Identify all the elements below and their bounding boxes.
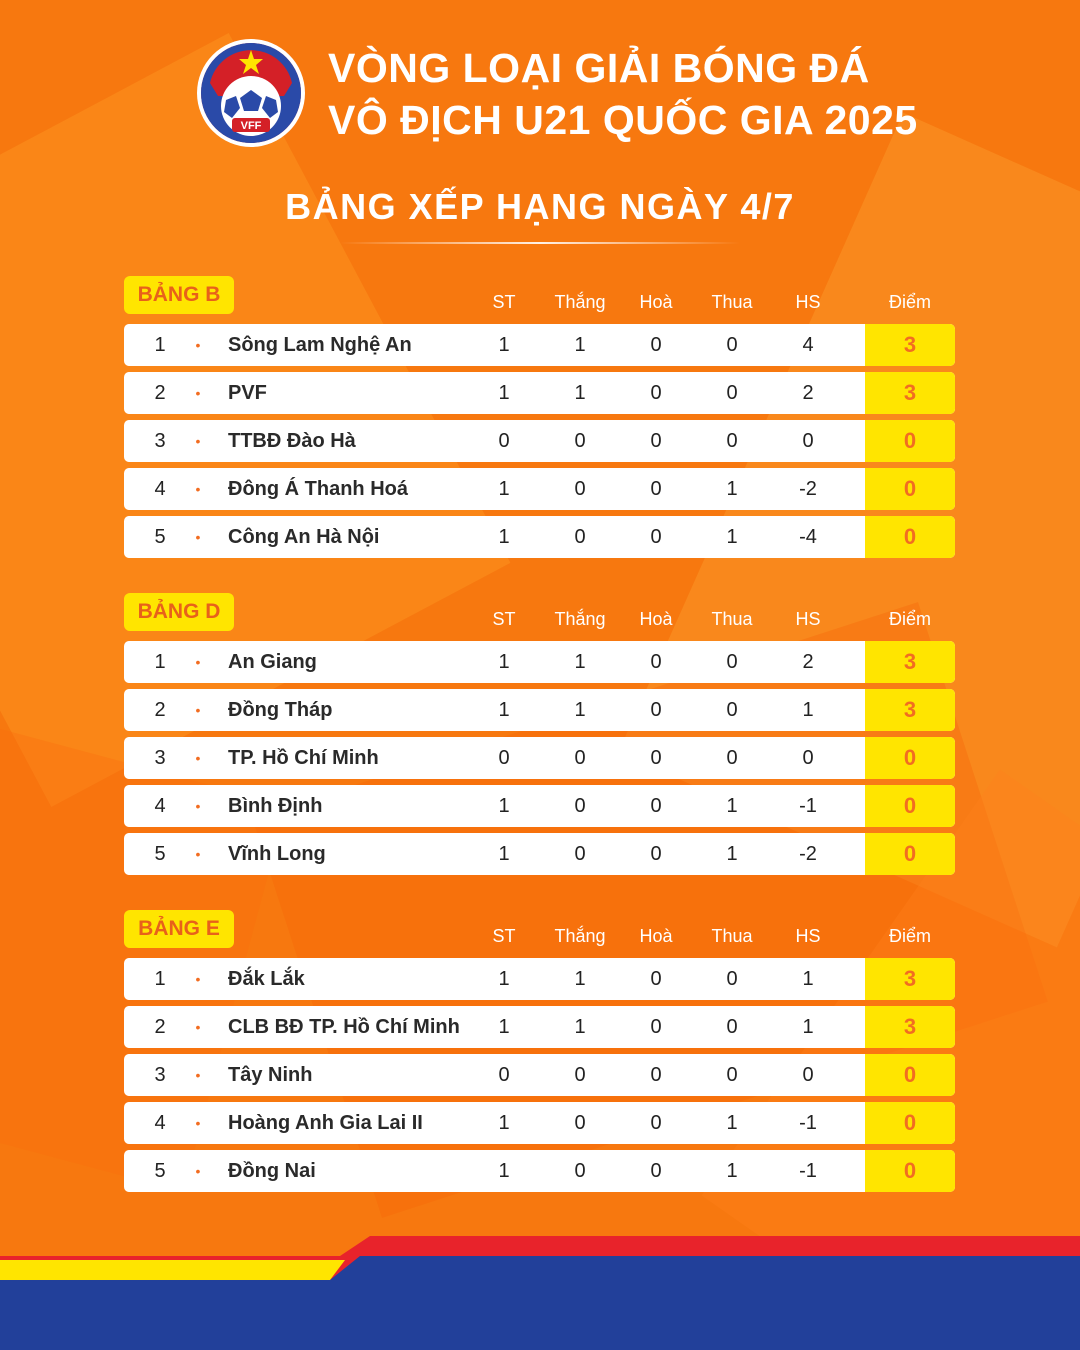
rank-cell: 3: [154, 747, 166, 769]
table-row: [124, 958, 955, 1000]
goal-difference-cell: 0: [802, 1064, 814, 1086]
goal-difference-cell: 1: [802, 699, 814, 721]
group-table: [124, 593, 955, 883]
team-name: Công An Hà Nội: [228, 526, 380, 548]
table-row: [124, 785, 955, 827]
drawn-cell: 0: [650, 968, 662, 990]
team-name: PVF: [228, 382, 267, 404]
drawn-cell: 0: [650, 1016, 662, 1038]
bullet-icon: •: [195, 1163, 201, 1179]
won-cell: 1: [574, 1016, 586, 1038]
rank-cell: 3: [154, 1064, 166, 1086]
vff-logo: [196, 38, 306, 148]
drawn-cell: 0: [650, 843, 662, 865]
played-cell: 1: [498, 968, 510, 990]
lost-cell: 0: [726, 651, 738, 673]
points-cell: 3: [865, 641, 955, 683]
won-cell: 0: [574, 1160, 586, 1182]
column-header-won: Thắng: [554, 926, 606, 946]
rank-cell: 4: [154, 478, 166, 500]
goal-difference-cell: -2: [799, 843, 817, 865]
points-cell: 0: [865, 516, 955, 558]
team-name: Đồng Nai: [228, 1160, 316, 1182]
table-row: [124, 833, 955, 875]
played-cell: 1: [498, 699, 510, 721]
lost-cell: 1: [726, 526, 738, 548]
drawn-cell: 0: [650, 651, 662, 673]
points-cell: 0: [865, 737, 955, 779]
goal-difference-cell: -1: [799, 1160, 817, 1182]
points-cell: 0: [865, 785, 955, 827]
played-cell: 0: [498, 747, 510, 769]
played-cell: 1: [498, 1112, 510, 1134]
drawn-cell: 0: [650, 1160, 662, 1182]
rank-cell: 4: [154, 795, 166, 817]
won-cell: 1: [574, 968, 586, 990]
bullet-icon: •: [195, 529, 201, 545]
points-cell: 3: [865, 372, 955, 414]
lost-cell: 1: [726, 843, 738, 865]
won-cell: 0: [574, 1064, 586, 1086]
column-header-won: Thắng: [554, 292, 606, 312]
column-header-st: ST: [492, 292, 516, 312]
rank-cell: 1: [154, 334, 166, 356]
played-cell: 0: [498, 430, 510, 452]
team-name: CLB BĐ TP. Hồ Chí Minh: [228, 1016, 460, 1038]
lost-cell: 1: [726, 1112, 738, 1134]
group-badge: BẢNG D: [124, 593, 234, 631]
column-header-drawn: Hoà: [639, 292, 673, 312]
points-cell: 3: [865, 324, 955, 366]
drawn-cell: 0: [650, 795, 662, 817]
goal-difference-cell: -1: [799, 1112, 817, 1134]
column-header-st: ST: [492, 609, 516, 629]
rank-cell: 3: [154, 430, 166, 452]
lost-cell: 1: [726, 1160, 738, 1182]
bullet-icon: •: [195, 798, 201, 814]
goal-difference-cell: -4: [799, 526, 817, 548]
won-cell: 0: [574, 795, 586, 817]
goal-difference-cell: 2: [802, 651, 814, 673]
team-name: Đồng Tháp: [228, 699, 333, 721]
points-cell: 0: [865, 1054, 955, 1096]
lost-cell: 0: [726, 968, 738, 990]
header: [196, 38, 916, 152]
team-name: Bình Định: [228, 795, 323, 817]
drawn-cell: 0: [650, 478, 662, 500]
team-name: Đắk Lắk: [228, 968, 305, 990]
won-cell: 1: [574, 334, 586, 356]
table-row: [124, 516, 955, 558]
table-row: [124, 324, 955, 366]
lost-cell: 0: [726, 1016, 738, 1038]
lost-cell: 0: [726, 334, 738, 356]
lost-cell: 0: [726, 747, 738, 769]
goal-difference-cell: 2: [802, 382, 814, 404]
column-header-points: Điểm: [888, 292, 931, 312]
page-subtitle: BẢNG XẾP HẠNG NGÀY 4/7: [285, 186, 795, 227]
lost-cell: 0: [726, 430, 738, 452]
bullet-icon: •: [195, 1067, 201, 1083]
bullet-icon: •: [195, 1115, 201, 1131]
drawn-cell: 0: [650, 430, 662, 452]
lost-cell: 0: [726, 699, 738, 721]
column-header-gd: HS: [795, 926, 821, 946]
rank-cell: 2: [154, 1016, 166, 1038]
rank-cell: 5: [154, 1160, 166, 1182]
table-row: [124, 468, 955, 510]
points-cell: 3: [865, 1006, 955, 1048]
bullet-icon: •: [195, 337, 201, 353]
column-header-drawn: Hoà: [639, 609, 673, 629]
played-cell: 1: [498, 526, 510, 548]
goal-difference-cell: -2: [799, 478, 817, 500]
played-cell: 1: [498, 478, 510, 500]
goal-difference-cell: 1: [802, 968, 814, 990]
rank-cell: 1: [154, 651, 166, 673]
goal-difference-cell: -1: [799, 795, 817, 817]
column-header-lost: Thua: [711, 926, 753, 946]
won-cell: 0: [574, 843, 586, 865]
table-row: [124, 641, 955, 683]
rank-cell: 1: [154, 968, 166, 990]
column-header-won: Thắng: [554, 609, 606, 629]
played-cell: 1: [498, 795, 510, 817]
bullet-icon: •: [195, 971, 201, 987]
bullet-icon: •: [195, 702, 201, 718]
lost-cell: 0: [726, 382, 738, 404]
team-name: Hoàng Anh Gia Lai II: [228, 1112, 423, 1134]
rank-cell: 4: [154, 1112, 166, 1134]
page-title: [328, 42, 918, 146]
won-cell: 0: [574, 430, 586, 452]
footer-yellow-stripe: [0, 1260, 345, 1280]
rank-cell: 2: [154, 699, 166, 721]
won-cell: 0: [574, 478, 586, 500]
table-row: [124, 372, 955, 414]
column-header-points: Điểm: [888, 926, 931, 946]
column-header-drawn: Hoà: [639, 926, 673, 946]
played-cell: 1: [498, 334, 510, 356]
table-row: [124, 1054, 955, 1096]
table-row: [124, 420, 955, 462]
points-cell: 0: [865, 833, 955, 875]
column-header-gd: HS: [795, 609, 821, 629]
points-cell: 3: [865, 689, 955, 731]
team-name: Đông Á Thanh Hoá: [228, 478, 408, 500]
lost-cell: 1: [726, 795, 738, 817]
goal-difference-cell: 0: [802, 747, 814, 769]
bullet-icon: •: [195, 1019, 201, 1035]
played-cell: 1: [498, 1016, 510, 1038]
bullet-icon: •: [195, 846, 201, 862]
logo-text: VFF: [240, 120, 262, 132]
bullet-icon: •: [195, 654, 201, 670]
footer-band: [0, 1230, 1080, 1350]
points-cell: 0: [865, 468, 955, 510]
drawn-cell: 0: [650, 1064, 662, 1086]
drawn-cell: 0: [650, 699, 662, 721]
played-cell: 1: [498, 843, 510, 865]
title-line-2: VÔ ĐỊCH U21 QUỐC GIA 2025: [328, 97, 918, 143]
lost-cell: 0: [726, 1064, 738, 1086]
title-line-1: VÒNG LOẠI GIẢI BÓNG ĐÁ: [328, 45, 870, 91]
rank-cell: 2: [154, 382, 166, 404]
column-header-st: ST: [492, 926, 516, 946]
won-cell: 1: [574, 651, 586, 673]
drawn-cell: 0: [650, 747, 662, 769]
table-row: [124, 737, 955, 779]
points-cell: 0: [865, 420, 955, 462]
rank-cell: 5: [154, 526, 166, 548]
won-cell: 0: [574, 526, 586, 548]
drawn-cell: 0: [650, 526, 662, 548]
rank-cell: 5: [154, 843, 166, 865]
played-cell: 1: [498, 382, 510, 404]
table-row: [124, 689, 955, 731]
team-name: Sông Lam Nghệ An: [228, 334, 412, 356]
played-cell: 1: [498, 1160, 510, 1182]
points-cell: 0: [865, 1150, 955, 1192]
drawn-cell: 0: [650, 334, 662, 356]
points-cell: 3: [865, 958, 955, 1000]
team-name: Tây Ninh: [228, 1064, 313, 1086]
goal-difference-cell: 1: [802, 1016, 814, 1038]
won-cell: 0: [574, 747, 586, 769]
points-cell: 0: [865, 1102, 955, 1144]
team-name: Vĩnh Long: [228, 843, 326, 865]
table-row: [124, 1102, 955, 1144]
column-header-points: Điểm: [888, 609, 931, 629]
won-cell: 1: [574, 382, 586, 404]
group-table: [124, 276, 955, 566]
played-cell: 0: [498, 1064, 510, 1086]
table-row: [124, 1006, 955, 1048]
column-header-gd: HS: [795, 292, 821, 312]
goal-difference-cell: 4: [802, 334, 814, 356]
group-table: [124, 910, 955, 1200]
table-row: [124, 1150, 955, 1192]
bullet-icon: •: [195, 385, 201, 401]
bullet-icon: •: [195, 433, 201, 449]
drawn-cell: 0: [650, 382, 662, 404]
group-badge: BẢNG E: [124, 910, 234, 948]
column-header-lost: Thua: [711, 292, 753, 312]
played-cell: 1: [498, 651, 510, 673]
team-name: An Giang: [228, 651, 317, 673]
goal-difference-cell: 0: [802, 430, 814, 452]
bullet-icon: •: [195, 750, 201, 766]
team-name: TTBĐ Đào Hà: [228, 430, 356, 452]
subtitle-divider: [340, 242, 740, 244]
lost-cell: 1: [726, 478, 738, 500]
column-header-lost: Thua: [711, 609, 753, 629]
team-name: TP. Hồ Chí Minh: [228, 747, 379, 769]
won-cell: 1: [574, 699, 586, 721]
drawn-cell: 0: [650, 1112, 662, 1134]
won-cell: 0: [574, 1112, 586, 1134]
group-badge: BẢNG B: [124, 276, 234, 314]
bullet-icon: •: [195, 481, 201, 497]
